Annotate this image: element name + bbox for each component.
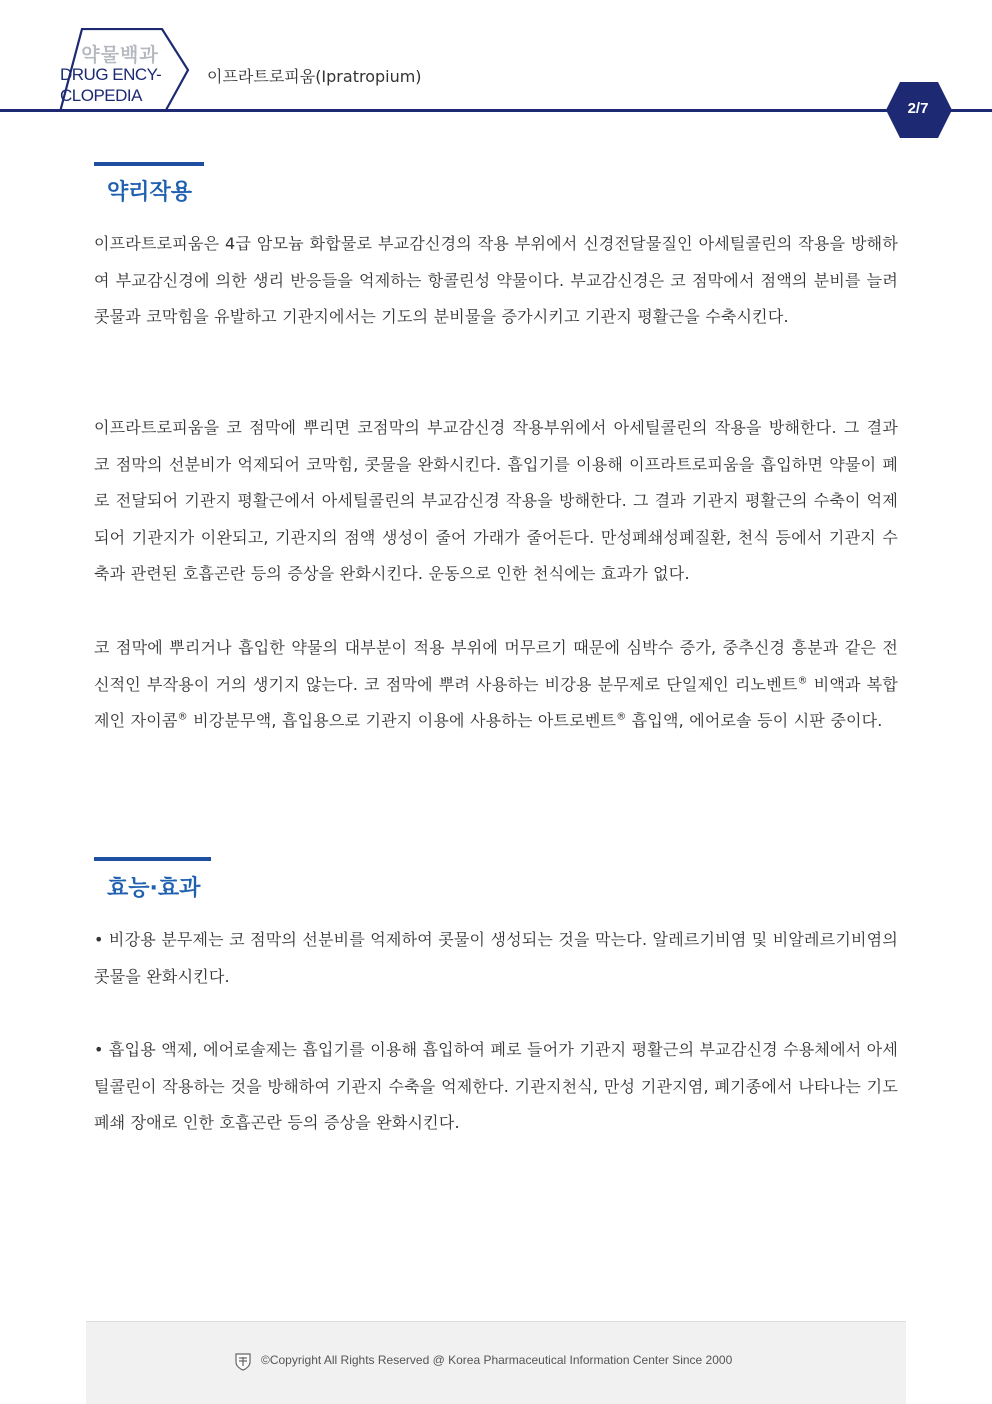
efficacy-item-1: • 비강용 분무제는 코 점막의 선분비를 억제하여 콧물이 생성되는 것을 막는다. 알레르기비염 및 비알레르기비염의 콧물을 완화시킨다. bbox=[94, 930, 898, 986]
paragraph-3-part-a: 코 점막에 뿌리거나 흡입한 약물의 대부분이 적용 부위에 머무르기 때문에 심박수 증가, 중추신경 흥분과 같은 전신적인 부작용이 거의 생기지 않는다. 코 점막에 뿌려 사용하는 비강용 분무제로 단일제인 리노벤트 bbox=[94, 638, 898, 694]
page-number: 2/7 bbox=[907, 100, 929, 117]
paragraph-3-part-d: 흡입액, 에어로솔 등이 시판 중이다. bbox=[626, 711, 883, 730]
pharmacology-paragraph-3 bbox=[94, 630, 898, 740]
logo-korean-text: 약물백과 bbox=[81, 44, 159, 66]
pharmacology-paragraph-2: 이프라트로피움을 코 점막에 뿌리면 코점막의 부교감신경 작용부위에서 아세틸콜린의 작용을 방해한다. 그 결과 코 점막의 선분비가 억제되어 코막힘, 콧물을 완화시킨다. 흡입기를 이용해 이프라트로피움을 흡입하면 약물이 폐로 전달되어 기관지 평활근에서 아세틸콜린의 부교감신경 작용을 방해한다. 그 결과 기관지 평활근의 수축이 억제되어 기관지가 이완되고, 기관지의 점액 생성이 줄어 가래가 줄어든다. 만성폐쇄성폐질환, 천식 등에서 기관지 수축과 관련된 호흡곤란 등의 증상을 완화시킨다. 운동으로 인한 천식에는 효과가 없다. bbox=[94, 418, 898, 583]
paragraph-3-part-c: 비강분무액, 흡입용으로 기관지 이용에 사용하는 아트로벤트 bbox=[187, 711, 617, 730]
copyright-text: ©Copyright All Rights Reserved @ Korea Pharmaceutical Information Center Since 2000 bbox=[261, 1353, 733, 1367]
registered-mark: ® bbox=[177, 711, 188, 723]
section-title-efficacy: 효능·효과 bbox=[107, 876, 201, 901]
logo-english-text bbox=[60, 64, 190, 106]
efficacy-item-2: • 흡입용 액제, 에어로솔제는 흡입기를 이용해 흡입하여 폐로 들어가 기관지 평활근의 부교감신경 수용체에서 아세틸콜린이 작용하는 것을 방해하여 기관지 수축을 억제한다. 기관지천식, 만성 기관지염, 폐기종에서 나타나는 기도폐쇄 장애로 인한 호흡곤란 등의 증상을 완화시킨다. bbox=[94, 1040, 898, 1132]
shield-crest-icon bbox=[235, 1353, 251, 1371]
registered-mark: ® bbox=[616, 711, 627, 723]
registered-mark: ® bbox=[797, 675, 808, 687]
section-rule-pharmacology bbox=[94, 162, 204, 166]
paragraph-3-part-b: 비액과 복합제인 자이콤 bbox=[94, 674, 898, 730]
logo-english-line2: CLOPEDIA bbox=[60, 86, 142, 105]
section-title-pharmacology: 약리작용 bbox=[107, 180, 193, 205]
pharmacology-paragraph-1: 이프라트로피움은 4급 암모늄 화합물로 부교감신경의 작용 부위에서 신경전달물질인 아세틸콜린의 작용을 방해하여 부교감신경에 의한 생리 반응들을 억제하는 항콜린성 약물이다. 부교감신경은 코 점막에서 점액의 분비를 늘려 콧물과 코막힘을 유발하고 기관지에서는 기도의 분비물을 증가시키고 기관지 평활근을 수축시킨다. bbox=[94, 234, 898, 326]
section-rule-efficacy bbox=[94, 857, 211, 861]
document-title: 이프라트로피움(Ipratropium) bbox=[207, 67, 422, 86]
logo-english-line1: DRUG ENCY- bbox=[60, 65, 162, 84]
